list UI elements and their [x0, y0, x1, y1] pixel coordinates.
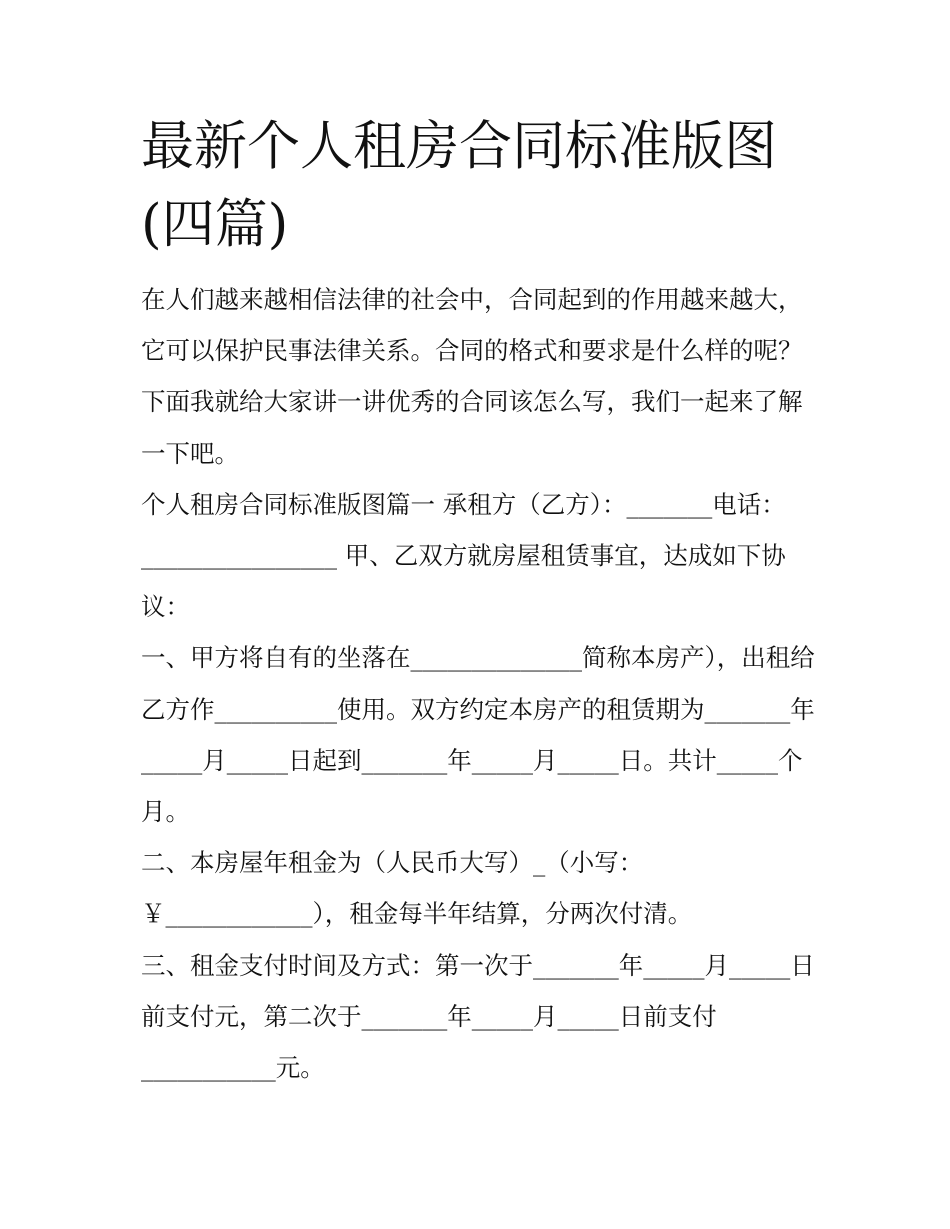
contract-header-paragraph: 个人租房合同标准版图篇一 承租方（乙方）：_______电话：________________ 甲、乙双方就房屋租赁事宜，达成如下协议：	[141, 489, 786, 622]
document-body	[141, 274, 821, 1093]
clause-3-paragraph: 三、租金支付时间及方式：第一次于_______年_____月_____日前支付元，第二次于_______年_____月_____日前支付___________元。	[141, 950, 815, 1083]
intro-paragraph: 在人们越来越相信法律的社会中，合同起到的作用越来越大，它可以保护民事法律关系。合同的格式和要求是什么样的呢？下面我就给大家讲一讲优秀的合同该怎么写，我们一起来了解一下吧。	[141, 285, 803, 468]
clause-2-paragraph: 二、本房屋年租金为（人民币大写）_（小写：￥____________），租金每半年结算，分两次付清。	[141, 848, 693, 929]
clause-1-paragraph: 一、甲方将自有的坐落在______________简称本房产），出租给乙方作__________使用。双方约定本房产的租赁期为_______年_____月_____日起到_______年_____月_____日。共计_____个月。	[141, 643, 815, 827]
document-title: 最新个人租房合同标准版图(四篇)	[141, 116, 777, 255]
